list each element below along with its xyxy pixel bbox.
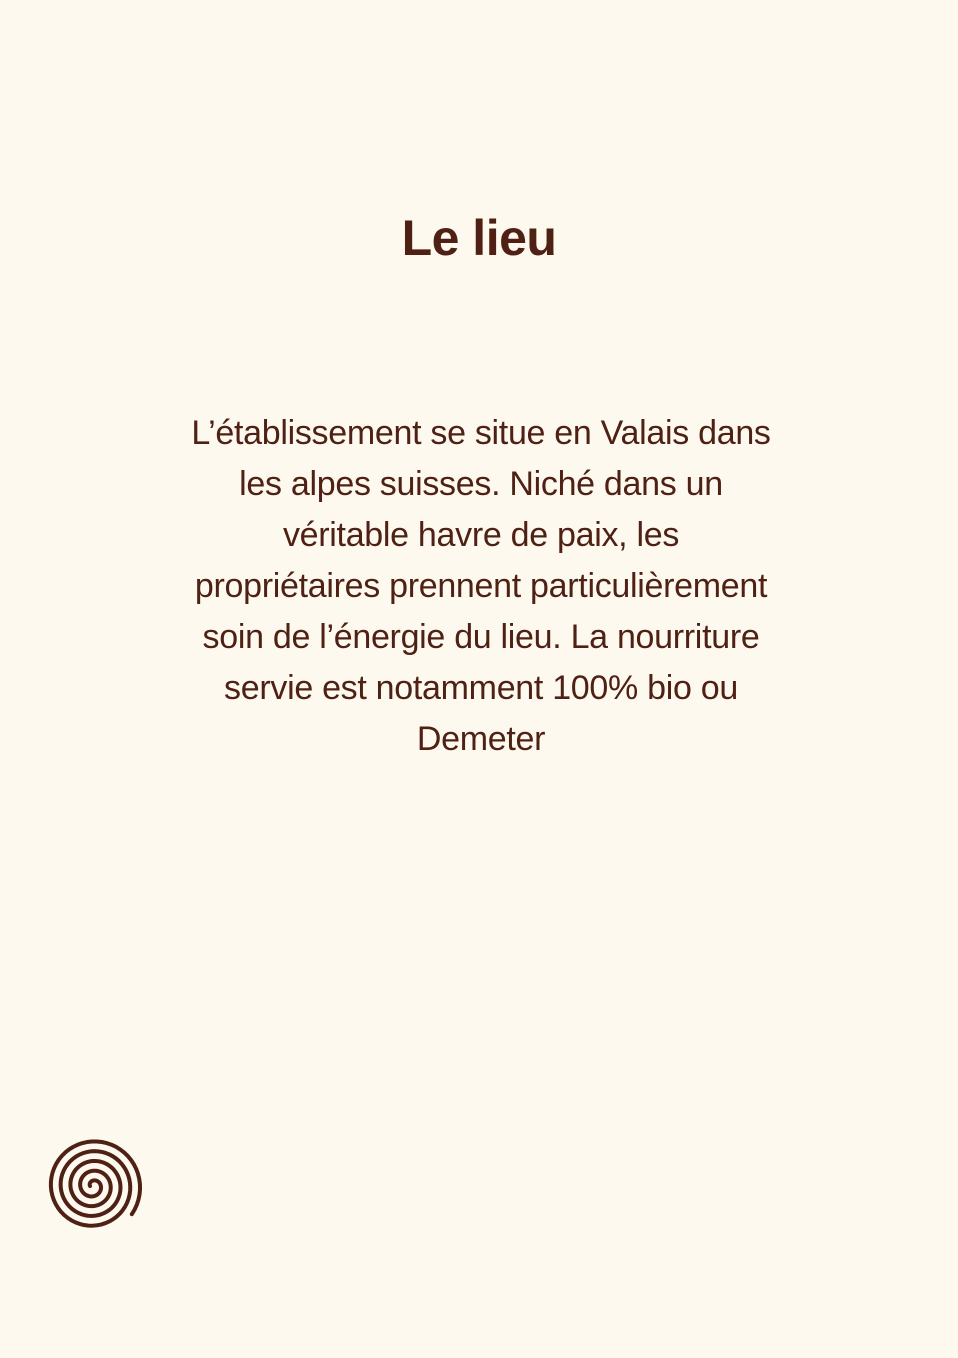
spiral-icon — [42, 1135, 144, 1237]
body-paragraph: L’établissement se situe en Valais dans les alpes suisses. Niché dans un véritable havre de paix, les propriétaires prennent particulièrement soin de l’énergie du lieu. La nourriture servie est notamment 100% bio ou Demeter — [191, 414, 771, 758]
page-title: Le lieu — [401, 210, 557, 266]
